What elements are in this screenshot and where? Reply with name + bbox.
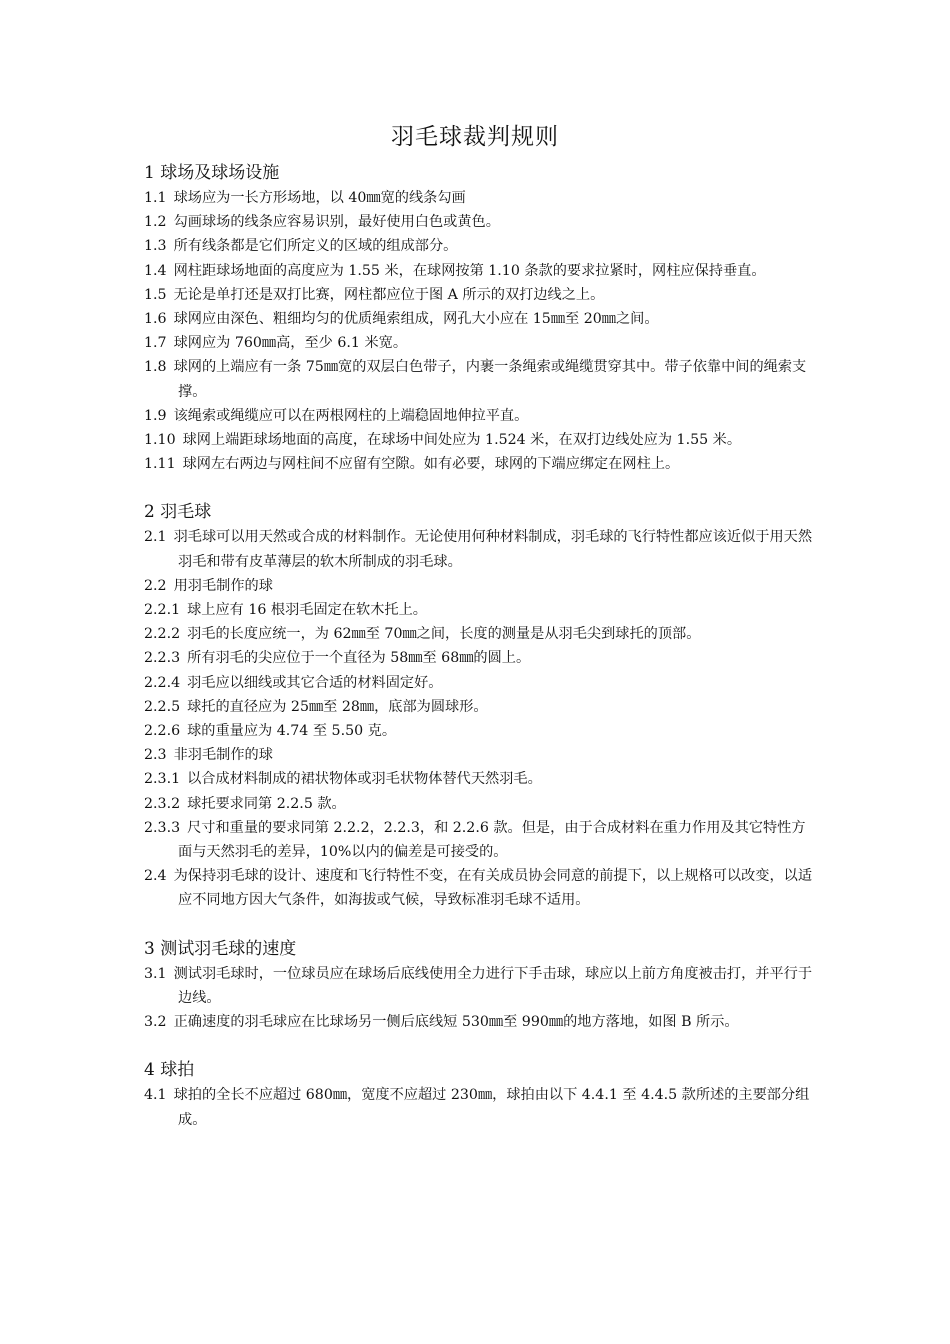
rule-item — [144, 283, 814, 307]
section-racket — [144, 1058, 814, 1131]
rule-number: 1.7 — [144, 335, 167, 352]
rule-text: 球拍的全长不应超过 680㎜，宽度不应超过 230㎜，球拍由以下 4.4.1 至 4.4.5 款所述的主要部分组成。 — [173, 1087, 810, 1128]
rule-item — [144, 695, 814, 719]
document-body — [144, 161, 814, 1132]
rule-item — [144, 646, 814, 670]
rule-item — [144, 307, 814, 331]
rule-number: 1.2 — [144, 214, 167, 231]
rule-item — [144, 428, 814, 452]
section-heading: 2 羽毛球 — [144, 502, 212, 523]
rule-text: 球网应由深色、粗细均匀的优质绳索组成，网孔大小应在 15㎜至 20㎜之间。 — [173, 311, 659, 328]
rule-item — [144, 671, 814, 695]
rule-number: 2.1 — [144, 529, 167, 546]
rule-text: 该绳索或绳缆应可以在两根网柱的上端稳固地伸拉平直。 — [173, 407, 529, 424]
rule-text: 球上应有 16 根羽毛固定在软木托上。 — [187, 602, 427, 619]
rule-item — [144, 743, 814, 767]
rule-text: 网柱距球场地面的高度应为 1.55 米，在球网按第 1.10 条款的要求拉紧时，网柱应保持垂直。 — [173, 262, 766, 279]
rule-number: 2.3.3 — [144, 819, 181, 836]
section-speed-test — [144, 937, 814, 1035]
rule-text: 球场应为一长方形场地，以 40㎜宽的线条勾画 — [173, 190, 466, 206]
rule-text: 以合成材料制成的裙状物体或羽毛状物体替代天然羽毛。 — [187, 771, 542, 788]
rule-text: 尺寸和重量的要求同第 2.2.2，2.2.3，和 2.2.6 款。但是，由于合成材料在重力作用及其它特性方面与天然羽毛的差异，10%以内的偏差是可接受的。 — [178, 819, 806, 861]
rule-item — [144, 1083, 814, 1131]
rule-item — [144, 186, 814, 210]
rule-item — [144, 331, 814, 355]
rule-item — [144, 452, 814, 476]
rule-text: 球网左右两边与网柱间不应留有空隙。如有必要，球网的下端应绑定在网柱上。 — [182, 456, 680, 473]
rule-number: 2.2.3 — [144, 650, 181, 667]
rule-number: 2.3.2 — [144, 795, 181, 812]
rule-text: 球托要求同第 2.2.5 款。 — [187, 795, 346, 812]
rule-number: 1.8 — [144, 359, 167, 376]
rule-number: 2.4 — [144, 868, 167, 885]
rule-text: 测试羽毛球时，一位球员应在球场后底线使用全力进行下手击球，球应以上前方角度被击打，并平行于边线。 — [173, 965, 813, 1006]
rule-text: 勾画球场的线条应容易识别，最好使用白色或黄色。 — [173, 214, 500, 231]
rule-item — [144, 719, 814, 743]
rule-item — [144, 355, 814, 403]
rule-number: 2.2.6 — [144, 723, 181, 740]
rule-item — [144, 598, 814, 622]
rule-text: 无论是单打还是双打比赛，网柱都应位于图 A 所示的双打边线之上。 — [173, 286, 605, 303]
rule-number: 1.1 — [144, 190, 167, 206]
rule-number: 3.1 — [144, 965, 167, 982]
rule-text: 正确速度的羽毛球应在比球场另一侧后底线短 530㎜至 990㎜的地方落地，如图 B 所示。 — [173, 1014, 739, 1031]
rule-number: 1.3 — [144, 238, 167, 255]
rule-item — [144, 816, 814, 864]
rule-text: 所有羽毛的尖应位于一个直径为 58㎜至 68㎜的圆上。 — [187, 650, 531, 667]
rule-text: 羽毛应以细线或其它合适的材料固定好。 — [187, 674, 443, 691]
rule-number: 2.3.1 — [144, 771, 181, 788]
rule-text: 球的重量应为 4.74 至 5.50 克。 — [187, 723, 397, 740]
rule-item — [144, 259, 814, 283]
rule-item — [144, 767, 814, 791]
section-heading: 4 球拍 — [144, 1060, 195, 1081]
rule-item — [144, 792, 814, 816]
rule-text: 球托的直径应为 25㎜至 28㎜，底部为圆球形。 — [187, 698, 488, 715]
section-heading: 1 球场及球场设施 — [144, 163, 280, 183]
rule-text: 球网的上端应有一条 75㎜宽的双层白色带子，内裹一条绳索或绳缆贯穿其中。带子依靠中间的绳索支撑。 — [173, 359, 807, 400]
rule-item — [144, 864, 814, 912]
section-shuttlecock — [144, 500, 814, 912]
rule-number: 2.2.4 — [144, 674, 181, 691]
rule-item — [144, 574, 814, 598]
rule-number: 1.6 — [144, 311, 167, 328]
rule-text: 非羽毛制作的球 — [173, 747, 273, 764]
rule-number: 2.2.5 — [144, 698, 181, 715]
rule-text: 为保持羽毛球的设计、速度和飞行特性不变，在有关成员协会同意的前提下，以上规格可以改变，以适应不同地方因大气条件，如海拔或气候，导致标准羽毛球不适用。 — [173, 868, 813, 909]
rule-text: 用羽毛制作的球 — [173, 577, 273, 594]
rule-item — [144, 404, 814, 428]
section-heading: 3 测试羽毛球的速度 — [144, 938, 297, 959]
rule-item — [144, 234, 814, 258]
rule-text: 球网应为 760㎜高，至少 6.1 米宽。 — [173, 335, 408, 352]
rule-number: 2.2.2 — [144, 626, 181, 643]
rule-number: 2.2 — [144, 577, 167, 594]
rule-item — [144, 962, 814, 1010]
rule-number: 1.9 — [144, 407, 167, 424]
rule-number: 1.5 — [144, 286, 167, 303]
rule-item — [144, 210, 814, 234]
rule-text: 羽毛的长度应统一，为 62㎜至 70㎜之间，长度的测量是从羽毛尖到球托的顶部。 — [187, 626, 701, 643]
rule-number: 2.3 — [144, 747, 167, 764]
document-title: 羽毛球裁判规则 — [391, 124, 559, 150]
rule-text: 球网上端距球场地面的高度，在球场中间处应为 1.524 米，在双打边线处应为 1.55 米。 — [182, 432, 742, 449]
section-court — [144, 161, 814, 476]
rule-text: 羽毛球可以用天然或合成的材料制作。无论使用何种材料制成，羽毛球的飞行特性都应该近似于用天然羽毛和带有皮革薄层的软木所制成的羽毛球。 — [173, 529, 813, 570]
rule-number: 2.2.1 — [144, 602, 181, 619]
rule-number: 3.2 — [144, 1014, 167, 1031]
rule-item — [144, 622, 814, 646]
rule-number: 1.10 — [144, 432, 176, 449]
rule-item — [144, 1010, 814, 1034]
rule-item — [144, 525, 814, 573]
rule-number: 1.11 — [144, 456, 176, 473]
rule-text: 所有线条都是它们所定义的区域的组成部分。 — [173, 238, 458, 255]
rule-number: 1.4 — [144, 262, 167, 279]
rule-number: 4.1 — [144, 1087, 167, 1104]
